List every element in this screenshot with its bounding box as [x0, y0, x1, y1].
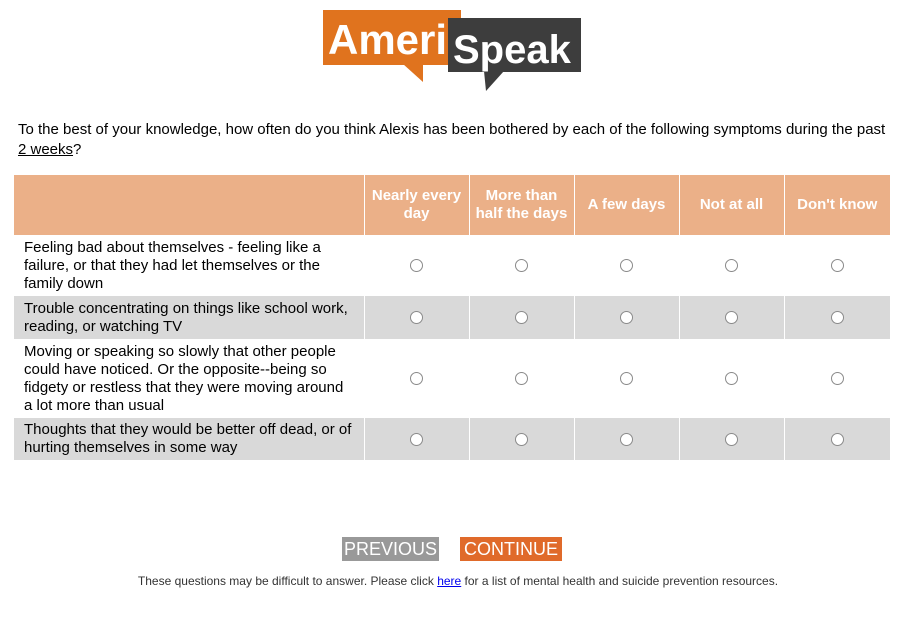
radio-option[interactable] — [831, 372, 844, 385]
col-header-a-few-days: A few days — [574, 175, 679, 235]
resources-note-end: for a list of mental health and suicide prevention resources. — [461, 574, 779, 588]
resources-link[interactable]: here — [437, 574, 462, 588]
table-row — [14, 418, 890, 460]
col-header-more-than-half: More than half the days — [469, 175, 574, 235]
radio-option[interactable] — [410, 259, 423, 272]
symptom-grid — [14, 175, 890, 460]
question-timeframe: 2 weeks — [18, 141, 74, 158]
resources-note-start: These questions may be difficult to answer. Please click — [137, 574, 438, 588]
radio-option[interactable] — [831, 311, 844, 324]
previous-button[interactable]: PREVIOUS — [343, 539, 438, 559]
amerispeak-logo — [0, 0, 916, 100]
question-text-end: ? — [73, 141, 82, 158]
radio-option[interactable] — [725, 372, 738, 385]
table-row — [14, 235, 890, 296]
radio-option[interactable] — [620, 259, 633, 272]
radio-option[interactable] — [620, 433, 633, 446]
row-label: Feeling bad about themselves - feeling like a failure, or that they had let themselves or the family down — [14, 235, 364, 296]
radio-option[interactable] — [725, 311, 738, 324]
col-header-not-at-all: Not at all — [679, 175, 784, 235]
col-header-dont-know: Don't know — [784, 175, 890, 235]
question-text-start: To the best of your knowledge, how often do you think Alexis has been bothered by each of the following symptoms during the past — [18, 121, 886, 138]
radio-option[interactable] — [831, 433, 844, 446]
radio-option[interactable] — [410, 433, 423, 446]
row-label: Thoughts that they would be better off dead, or of hurting themselves in some way — [14, 418, 364, 460]
resources-note — [0, 574, 916, 588]
radio-option[interactable] — [410, 311, 423, 324]
row-label: Moving or speaking so slowly that other people could have noticed. Or the opposite--being so fidgety or restless that they were moving around a lot more than usual — [14, 339, 364, 418]
radio-option[interactable] — [620, 372, 633, 385]
logo-text-speak: Speak — [453, 28, 571, 72]
radio-option[interactable] — [515, 372, 528, 385]
col-header-nearly-every-day: Nearly every day — [364, 175, 469, 235]
table-row — [14, 339, 890, 418]
grid-header-blank — [14, 175, 364, 235]
table-row — [14, 296, 890, 339]
radio-option[interactable] — [725, 259, 738, 272]
radio-option[interactable] — [620, 311, 633, 324]
question-text — [18, 120, 893, 160]
row-label: Trouble concentrating on things like school work, reading, or watching TV — [14, 296, 364, 339]
radio-option[interactable] — [515, 433, 528, 446]
continue-button[interactable]: CONTINUE — [460, 537, 562, 561]
radio-option[interactable] — [410, 372, 423, 385]
radio-option[interactable] — [725, 433, 738, 446]
radio-option[interactable] — [515, 311, 528, 324]
radio-option[interactable] — [515, 259, 528, 272]
grid-header-row — [14, 175, 890, 235]
logo-text-ameri: Ameri — [328, 16, 448, 63]
radio-option[interactable] — [831, 259, 844, 272]
